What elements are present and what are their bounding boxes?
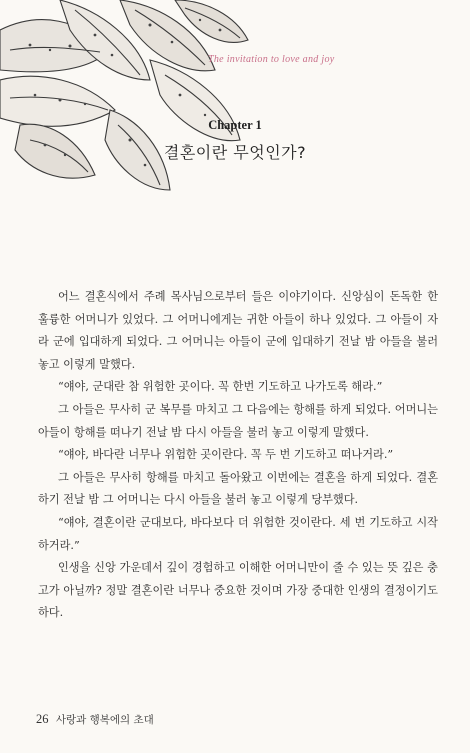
chapter-title: 결혼이란 무엇인가? <box>163 143 307 162</box>
paragraph: 그 아들은 무사히 항해를 마치고 돌아왔고 이번에는 결혼을 하게 되었다. 결혼하기 전날 밤 그 어머니는 다시 아들을 불러 놓고 이렇게 당부했다. <box>38 470 438 507</box>
body-text <box>38 286 438 625</box>
flower-illustration <box>0 0 250 210</box>
paragraph: 그 아들은 무사히 군 복무를 마치고 그 다음에는 항해를 하게 되었다. 어머니는 아들이 항해를 떠나기 전날 밤 다시 아들을 불러 놓고 이렇게 말했다. <box>38 402 438 439</box>
quote-paragraph: “얘야, 군대란 참 위험한 곳이다. 꼭 한번 기도하고 나가도록 해라.” <box>58 380 383 394</box>
book-tagline: The invitation to love and joy <box>208 54 335 65</box>
book-title: 사랑과 행복에의 초대 <box>55 714 154 726</box>
paragraph: 인생을 신앙 가운데서 깊이 경험하고 이해한 어머니만이 줄 수 있는 뜻 깊은 충고가 아닐까? 정말 결혼이란 너무나 중요한 것이며 가장 중대한 인생의 결정이기도 하다. <box>38 561 438 620</box>
page-number: 26 <box>36 712 49 726</box>
quote-paragraph: “얘야, 바다란 너무나 위험한 곳이란다. 꼭 두 번 기도하고 떠나거라.” <box>58 448 394 462</box>
paragraph: 어느 결혼식에서 주례 목사님으로부터 들은 이야기이다. 신앙심이 돈독한 한 훌륭한 어머니가 있었다. 그 어머니에게는 귀한 아들이 하나 있었다. 그 아들이 자라 군에 입대하게 되었다. 그 어머니는 아들이 군에 입대하기 전날 밤 아들을 불러 놓고 이렇게 말했다. <box>38 290 438 371</box>
quote-paragraph: “얘야, 결혼이란 군대보다, 바다보다 더 위험한 것이란다. 세 번 기도하고 시작하거라.” <box>38 515 438 552</box>
page-footer <box>36 712 154 727</box>
chapter-label: Chapter 1 <box>208 118 262 132</box>
